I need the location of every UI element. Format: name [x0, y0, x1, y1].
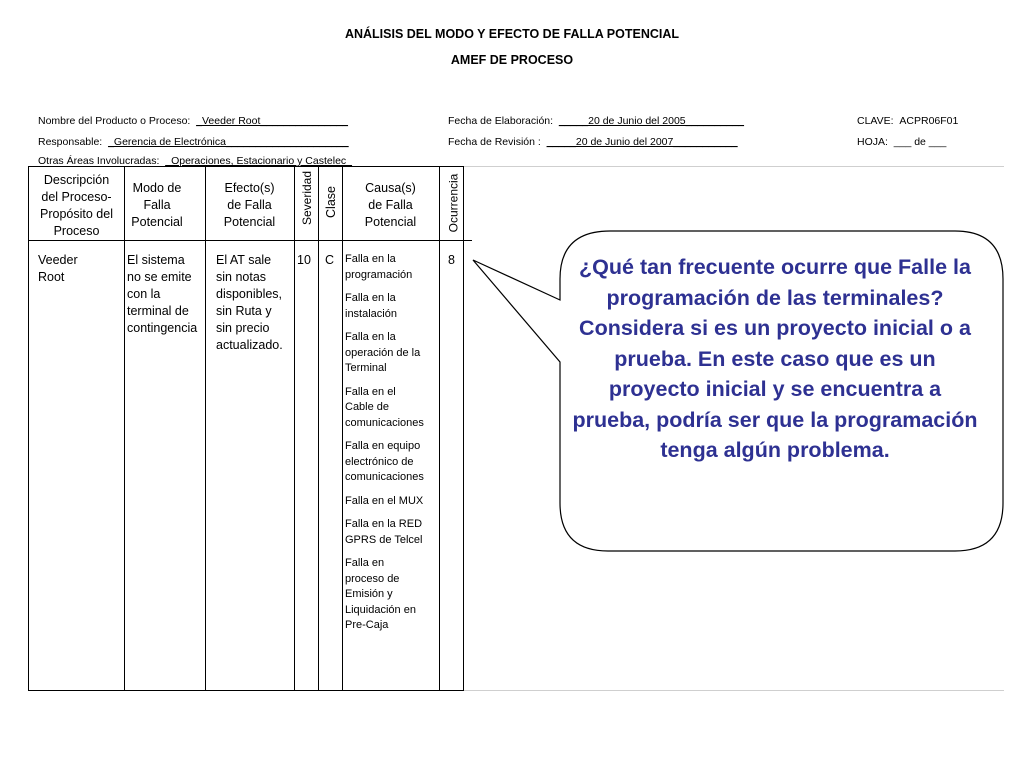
cell-efecto: El AT sale sin notas disponibles, sin Ruta y sin precio actualizado. — [216, 253, 283, 352]
cause-item: Falla en la instalación — [345, 292, 397, 320]
elab-date-label: Fecha de Elaboración: — [448, 115, 554, 127]
clave-label: CLAVE: — [857, 115, 894, 127]
page-subtitle: AMEF DE PROCESO — [450, 53, 574, 67]
clave-value: ACPR06F01 — [899, 115, 959, 127]
header-modo: Modo de Falla Potencial — [131, 181, 183, 229]
cell-severidad: 10 — [297, 253, 311, 267]
cause-item: Falla en la programación — [345, 253, 413, 281]
cause-item: Falla en la operación de la Terminal — [345, 331, 421, 374]
hoja-label: HOJA: — [857, 136, 888, 148]
header-ocurrencia: Ocurrencia — [446, 173, 460, 233]
cell-ocurrencia: 8 — [448, 253, 455, 267]
product-label: Nombre del Producto o Proceso: — [38, 115, 191, 127]
cause-item: Falla en equipo electrónico de comunicaciones — [345, 440, 424, 483]
cause-item: Falla en proceso de Emisión y Liquidación en Pre-Caja — [345, 557, 416, 631]
rev-date-label: Fecha de Revisión : — [448, 136, 541, 148]
responsible-value: _Gerencia de Electrónica_____________________ — [108, 136, 349, 148]
callout-text: ¿Qué tan frecuente ocurre que Falle la programación de las terminales? Considera si es un proyecto inicial o a prueba. En este caso que es un proyecto inicial y se encuentra a prueba, podría ser que la programación tenga algún problema. — [572, 255, 978, 462]
header-severidad: Severidad — [300, 170, 315, 226]
other-areas-label: Otras Áreas Involucradas: — [38, 155, 160, 167]
cause-item: Falla en la RED GPRS de Telcel — [345, 518, 423, 546]
header-causa: Causa(s) de Falla Potencial — [364, 181, 417, 229]
header-descripcion: Descripción del Proceso- Propósito del Proceso — [40, 173, 113, 238]
cause-item: Falla en el Cable de comunicaciones — [345, 385, 424, 429]
hoja-value: ___ de ___ — [893, 136, 947, 148]
header-clase: Clase — [324, 186, 338, 218]
cell-descripcion: Veeder Root — [38, 253, 78, 284]
cause-item: Falla en el MUX — [345, 494, 424, 507]
header-efecto: Efecto(s) de Falla Potencial — [223, 181, 276, 229]
product-value: _Veeder Root_______________ — [196, 115, 348, 127]
cell-modo: El sistema no se emite con la terminal de contingencia — [127, 253, 198, 335]
rev-date-value: _____20 de Junio del 2007___________ — [546, 136, 738, 148]
responsible-label: Responsable: — [38, 136, 103, 148]
other-areas-value: _Operaciones, Estacionario y Castelec_ — [165, 155, 352, 167]
page-title: ANÁLISIS DEL MODO Y EFECTO DE FALLA POTENCIAL — [344, 27, 680, 41]
cell-clase: C — [325, 253, 335, 267]
elab-date-value: _____20 de Junio del 2005__________ — [558, 115, 745, 127]
